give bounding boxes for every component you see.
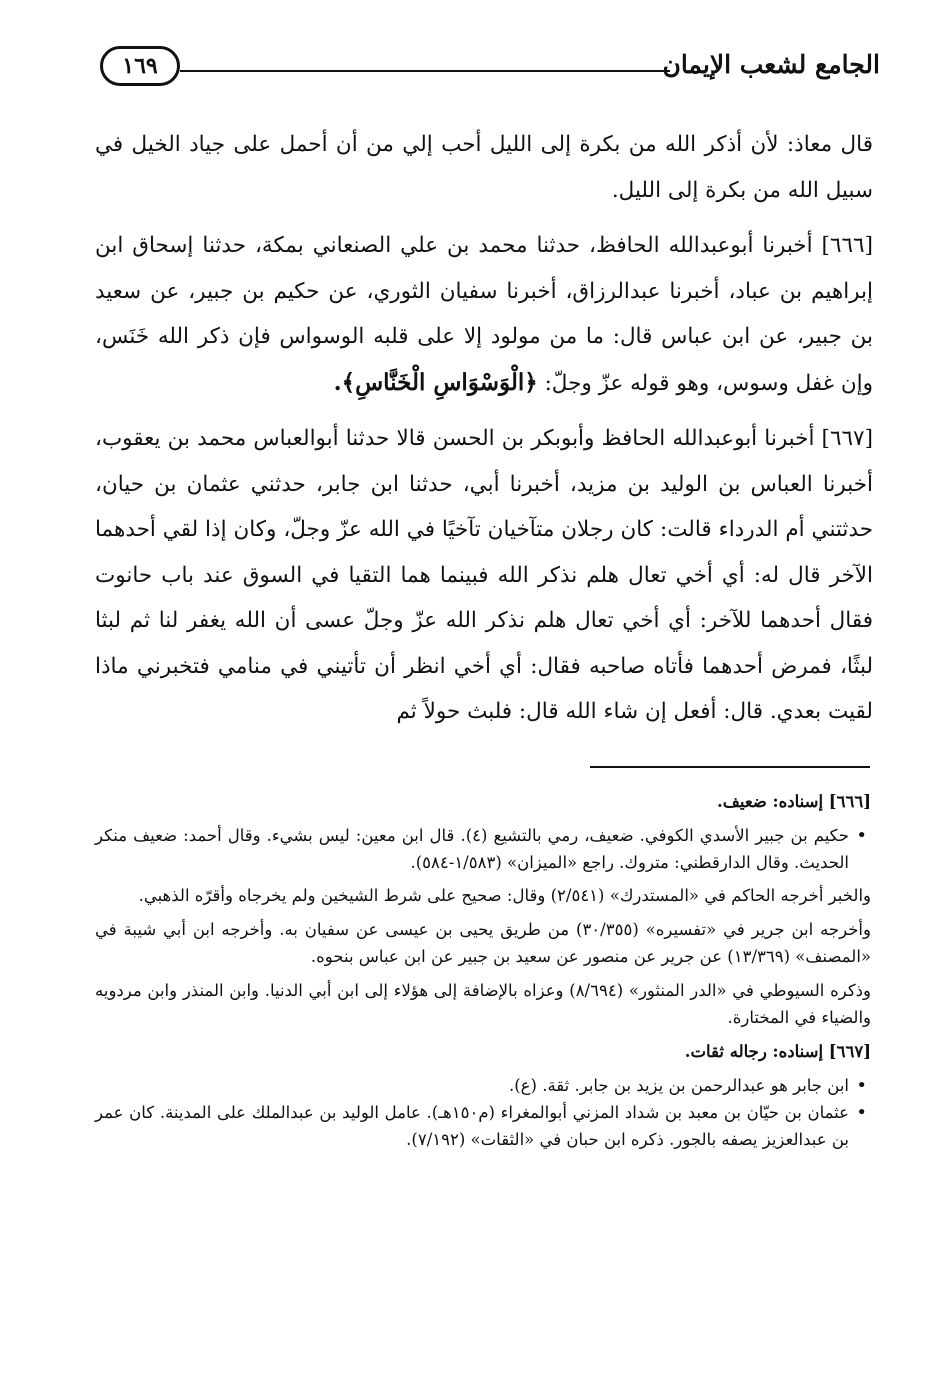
hadith-666-text: [٦٦٦] أخبرنا أبوعبدالله الحافظ، حدثنا محمد بن علي الصنعاني بمكة، حدثنا إسحاق ابن إبراهيم بن عباد، أخبرنا عبدالرزاق، أخبرنا سفيان الثوري، عن حكيم بن جبير، عن سعيد بن جبير، عن ابن عباس قال: ما من مولود إلا على قلبه الوسواس فإن ذكر الله خَنَس، وإن غفل وسوس، وهو قوله عزّ وجلّ: [95,233,873,396]
hadith-667: [٦٦٧] أخبرنا أبوعبدالله الحافظ وأبوبكر بن الحسن قالا حدثنا أبوالعباس محمد بن يعقوب، أخبرنا العباس بن الوليد بن مزيد، أخبرنا أبي، حدثنا ابن جابر، حدثني عثمان بن حيان، حدثتني أم الدرداء قالت: كان رجلان متآخيان تآخيًا في الله عزّ وجلّ، وكان إذا لقي أحدهما الآخر قال له: أي أخي تعال هلم نذكر الله فبينما هما التقيا في السوق عند باب حانوت فقال أحدهما للآخر: أي أخي تعال هلم نذكر الله عزّ وجلّ عسى أن الله يغفر لنا ثم لبثا لبثًا، فمرض أحدهما فأتاه صاحبه فقال: أي أخي انظر أن تأتيني في منامي فتخبرني ماذا لقيت بعدي. قال: أفعل إن شاء الله قال: فلبث حولاً ثم [95,426,873,724]
footnotes [95,788,871,1159]
main-text [95,122,873,745]
footnote-666-para-2: وأخرجه ابن جرير في «تفسيره» (٣٠/٣٥٥) من طريق يحيى بن عيسى عن سفيان به. وأخرجه ابن أبي شيبة في «المصنف» (١٣/٣٦٩) عن جرير عن منصور عن سعيد بن جبير عن ابن عباس بنحوه. [95,920,871,966]
header-rule [180,70,670,72]
footnote-666-para-3: وذكره السيوطي في «الدر المنثور» (٨/٦٩٤) وعزاه بالإضافة إلى هؤلاء إلى ابن أبي الدنيا. وابن المنذر وابن مردويه والضياء في المختارة. [95,981,871,1027]
footnote-667-heading: [٦٦٧] إسناده: رجاله ثقات. [684,1042,871,1061]
paragraph-muadh: قال معاذ: لأن أذكر الله من بكرة إلى الليل أحب إلي من أن أحمل على جياد الخيل في سبيل الله من بكرة إلى الليل. [95,132,873,203]
footnote-666-para-1: والخبر أخرجه الحاكم في «المستدرك» (٢/٥٤١) وقال: صحيح على شرط الشيخين ولم يخرجاه وأقرّه الذهبي. [138,886,871,905]
footnote-rule [590,766,870,768]
footnote-667-bullet-2: • عثمان بن حيّان بن معبد بن شداد المزني أبوالمغراء (م١٥٠هـ). عامل الوليد بن عبدالملك على المدينة. كان عمر بن عبدالعزيز يصفه بالجور. ذكره ابن حبان في «الثقات» (٧/١٩٢). [95,1099,849,1153]
hadith-666 [95,223,873,406]
footnote-666-bullet: • حكيم بن جبير الأسدي الكوفي. ضعيف، رمي بالتشيع (٤). قال ابن معين: ليس بشيء. وقال أحمد: ضعيف منكر الحديث. وقال الدارقطني: متروك. راجع «الميزان» (١/٥٨٣-٥٨٤). [95,822,849,876]
running-title: الجامع لشعب الإيمان [662,50,880,79]
page-header [100,44,880,104]
footnote-667-bullet-1: • ابن جابر هو عبدالرحمن بن يزيد بن جابر. ثقة. (ع). [95,1072,849,1099]
quran-verse: ﴿الْوَسْوَاسِ الْخَنَّاسِ﴾. [333,368,538,396]
footnote-666-heading: [٦٦٦] إسناده: ضعيف. [717,792,871,811]
footnote-667-list [95,1072,871,1153]
footnote-666-list [95,822,871,876]
page-number: ١٦٩ [100,46,180,86]
